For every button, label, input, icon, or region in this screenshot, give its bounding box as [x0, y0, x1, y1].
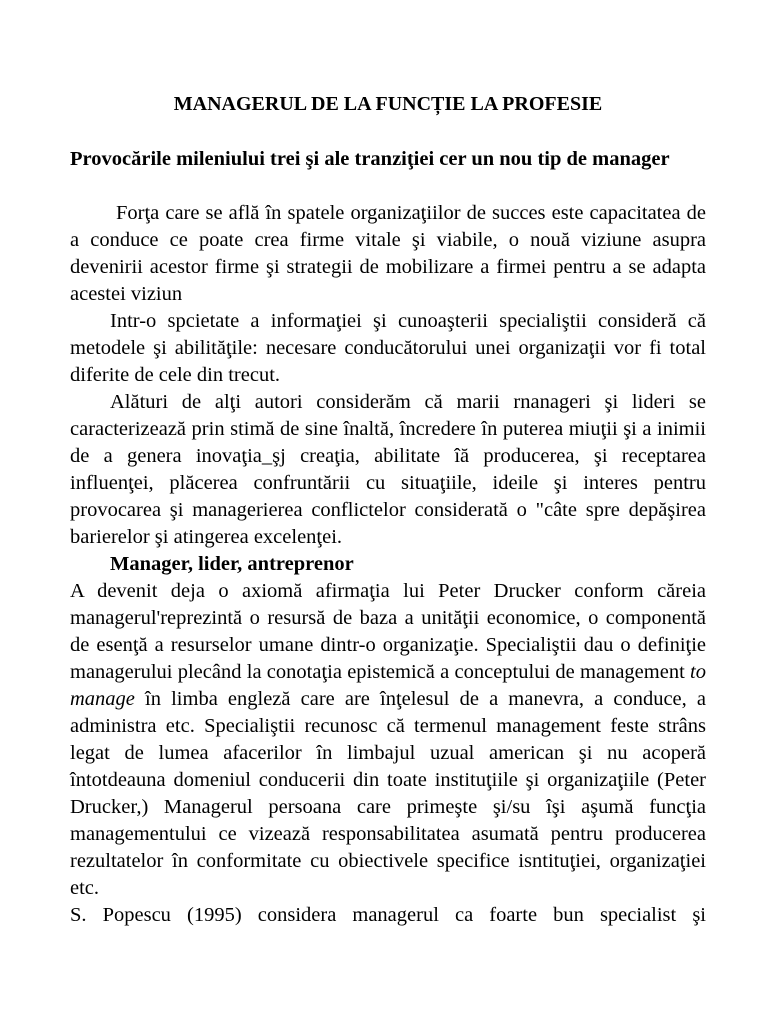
- last-line: S. Popescu (1995) considera managerul ca foarte bun specialist şi: [70, 904, 706, 926]
- document-subtitle: Provocările mileniului trei şi ale tranziţiei cer un nou tip de manager: [70, 148, 670, 170]
- section-paragraph: [70, 578, 706, 902]
- paragraph-1: Forţa care se află în spatele organizaţiilor de succes este capacitatea de a conduce ce poate crea firme vitale şi viabile, o nouă viziune asupra devenirii acestor firme şi strategii de mobilizare a firmei pentru a se adapta acestei viziun: [70, 202, 706, 305]
- section-paragraph-text-start: A devenit deja o axiomă afirmaţia lui Peter Drucker conform căreia managerul'reprezintă o resursă de baza a unităţii economice, o componentă de esenţă a resurselor umane dintr-o organizaţie. Specialiştii dau o definiţie managerului plecând la conotaţia epistemică a conceptului de management: [70, 580, 706, 683]
- page-title: MANAGERUL DE LA FUNCȚIE LA PROFESIE: [173, 93, 603, 115]
- paragraph-3: Alături de alţi autori considerăm că marii rnanageri şi lideri se caracterizează prin stimă de sine înaltă, încredere în puterea miuţii şi a inimii de a genera inovaţia_şj creaţia, abilitate îă producerea, şi receptarea influenţei, plăcerea confruntării cu situaţiile, ideile şi interes pentru provocarea şi managerierea conflictelor considerată o "câte spre depăşirea barierelor şi atingerea excelenţei.: [70, 391, 706, 548]
- italic-term: to manage: [70, 661, 706, 710]
- section-paragraph-text-end: în limba engleză care are înţelesul de a manevra, a conduce, a administra etc. Specialiştii recunosc că termenul management feste strâns legat de lumea afacerilor în limbajul uzual american şi nu acoperă întotdeauna domeniul conducerii din toate instituţiile şi organizaţiile (Peter Drucker,) Managerul persoana care primeşte şi/su îşi aşumă funcţia managementului ce vizează responsabilitatea asumată pentru producerea rezultatelor în conformitate cu obiectivele specifice isntituţiei, organizaţiei etc.: [70, 688, 706, 899]
- document-content: [70, 91, 706, 929]
- paragraph-2: Intr-o spcietate a informaţiei şi cunoaşterii specialiştii consideră că metodele şi abilităţile: necesare conducătorului unei organizaţii vor fi total diferite de cele din trecut.: [70, 310, 706, 386]
- section-heading: Manager, lider, antreprenor: [110, 553, 354, 575]
